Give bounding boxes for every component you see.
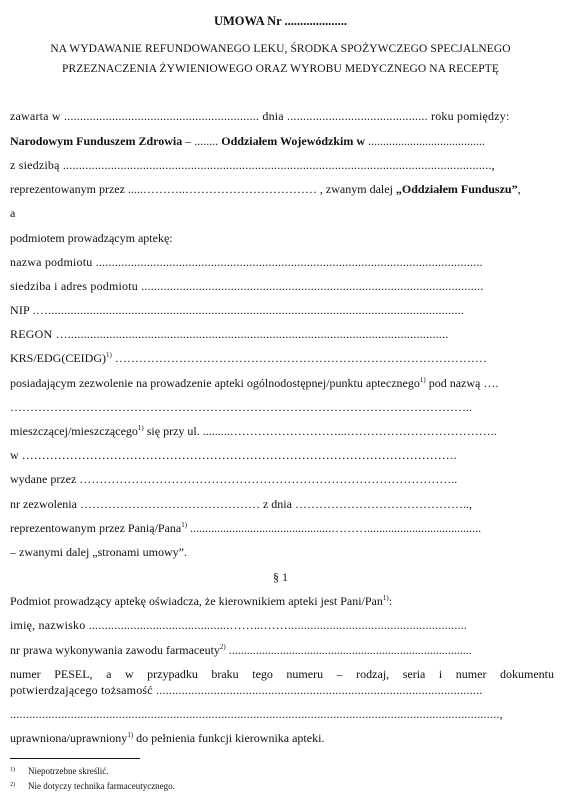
represented-by-text: reprezentowanym przez .....………..…………………………… , zwanym dalej bbox=[10, 182, 396, 196]
identity-dots-line: ........................................................................................................................................................., bbox=[10, 707, 503, 721]
pesel-line: numer PESEL, a w przypadku braku tego numeru – rodzaj, seria i numer dokumentu bbox=[10, 667, 554, 681]
pharmacy-rep-text: reprezentowanym przez Panią/Pana bbox=[10, 521, 182, 535]
license-number-text: nr prawa wykonywania zawodu farmaceuty bbox=[10, 643, 220, 657]
footnote-2-mark: 2) bbox=[10, 782, 15, 788]
represented-by-end: , bbox=[517, 182, 521, 196]
regional-branch-dots: ....................................... bbox=[365, 134, 486, 148]
authorization-line bbox=[10, 731, 554, 745]
footnote-1-mark: 1) bbox=[10, 767, 15, 773]
manager-statement-text: Podmiot prowadzący aptekę oświadcza, że kierownikiem apteki jest Pani/Pan bbox=[10, 594, 383, 608]
footnote-ref-1: 1) bbox=[127, 731, 134, 739]
entity-name-line: nazwa podmiotu ......................................................................................................................... bbox=[10, 255, 483, 269]
footnote-2 bbox=[10, 781, 175, 792]
license-number-line bbox=[10, 643, 554, 657]
concluded-in-line: zawarta w ............................................................. dnia ............................................ roku pomiędzy: bbox=[10, 109, 510, 123]
fund-branch-term: „Oddziałem Funduszu” bbox=[395, 182, 518, 196]
street-dots: się przy ul. .........………………………...……………………………….. bbox=[143, 424, 497, 438]
manager-statement-colon: : bbox=[388, 594, 393, 608]
regon-line: REGON …....................................................................................................................... bbox=[10, 327, 449, 341]
footnote-divider bbox=[10, 758, 140, 759]
footnote-2-text: Nie dotyczy technika farmaceutycznego. bbox=[28, 781, 175, 791]
nip-line: NIP .….................................................................................................................................. bbox=[10, 303, 465, 317]
represented-by-line bbox=[10, 182, 554, 196]
pharmacy-rep-line bbox=[10, 521, 554, 535]
authorized-text: uprawniona/uprawniony bbox=[10, 731, 128, 745]
nfz-name: Narodowym Funduszem Zdrowia bbox=[10, 134, 183, 148]
license-number-dots: ................................................................................. bbox=[225, 643, 472, 657]
footnote-ref-2: 2) bbox=[219, 643, 226, 651]
footnote-ref-1: 1) bbox=[106, 351, 112, 359]
footnote-1-text: Niepotrzebne skreślić. bbox=[28, 766, 109, 776]
parties-definition: – zwanymi dalej „stronami umowy”. bbox=[10, 545, 187, 559]
conjunction-a: a bbox=[10, 206, 16, 220]
street-line bbox=[10, 424, 554, 438]
identity-document-line: potwierdzającego tożsamość ...................................................................................................... bbox=[10, 683, 483, 697]
permit-text: posiadającym zezwolenie na prowadzenie apteki ogólnodostępnej/punktu aptecznego bbox=[10, 376, 420, 390]
full-name-line: imię, nazwisko ............................................……...……........................................................ bbox=[10, 618, 468, 632]
footnote-ref-1: 1) bbox=[419, 376, 426, 384]
nfz-line bbox=[10, 134, 554, 148]
permit-line bbox=[10, 376, 554, 390]
krs-line bbox=[10, 351, 554, 365]
regional-branch-label: Oddziałem Wojewódzkim w bbox=[221, 134, 366, 148]
section-heading: § 1 bbox=[273, 570, 288, 584]
footnote-ref-1: 1) bbox=[137, 424, 144, 432]
footnote-ref-1: 1) bbox=[181, 521, 188, 529]
issued-by-line: wydane przez ………………………………………………………………………………….. bbox=[10, 472, 458, 486]
entity-address-line: siedziba i adres podmiotu ........................................................................................................... bbox=[10, 279, 484, 293]
city-line: w ………………………………………………………………………………………………. bbox=[10, 448, 457, 462]
pharmacy-operator-heading: podmiotem prowadzącym aptekę: bbox=[10, 231, 173, 245]
manager-statement bbox=[10, 594, 554, 608]
permit-name-dots: pod nazwą …. bbox=[425, 376, 499, 390]
krs-label: KRS/EDG(CEIDG) bbox=[10, 351, 106, 365]
pharmacy-name-dots-line: …………………………………………………………………………………………………….. bbox=[10, 400, 472, 414]
footnote-1 bbox=[10, 766, 109, 777]
krs-dots: ………………………………………………………………………………… bbox=[111, 351, 487, 365]
seat-line: z siedzibą ......................................................................................................................................, bbox=[10, 158, 495, 172]
nfz-dots: – ........ bbox=[182, 134, 222, 148]
agreement-title: UMOWA Nr .................... bbox=[213, 14, 348, 28]
footnote-ref-1: 1) bbox=[382, 594, 389, 602]
agreement-subtitle-line-2: PRZEZNACZENIA ŻYWIENIOWEGO ORAZ WYROBU MEDYCZNEGO NA RECEPTĘ bbox=[61, 63, 499, 75]
located-text: mieszczącej/mieszczącego bbox=[10, 424, 138, 438]
authorization-text: do pełnienia funkcji kierownika apteki. bbox=[133, 731, 325, 745]
pharmacy-rep-dots: ...............................................………...................................... bbox=[187, 521, 482, 535]
permit-number-line: nr zezwolenia ……………………………………… z dnia …………………………………….., bbox=[10, 497, 472, 511]
agreement-subtitle-line-1: NA WYDAWANIE REFUNDOWANEGO LEKU, ŚRODKA SPOŻYWCZEGO SPECJALNEGO bbox=[50, 43, 511, 55]
